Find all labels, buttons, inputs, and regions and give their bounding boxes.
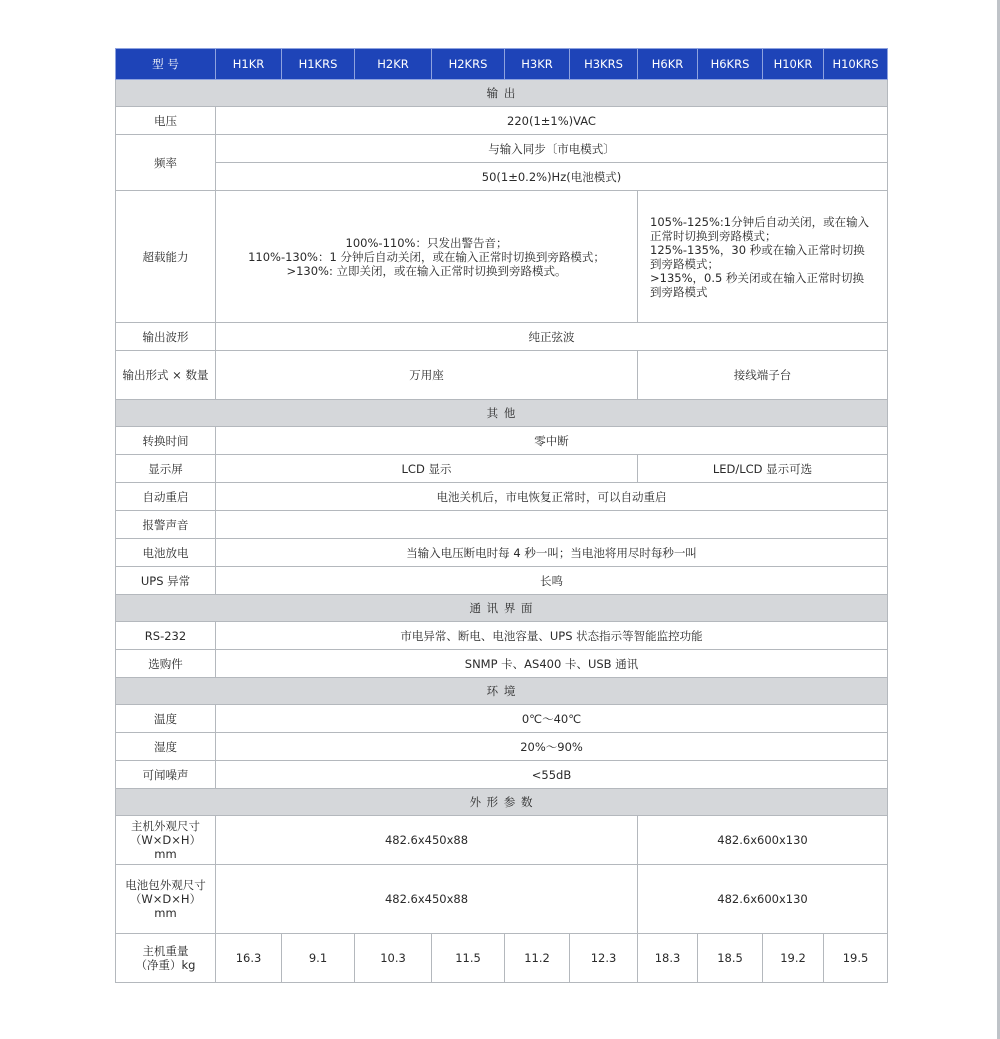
pack-size-label-2: （W×D×H）mm [129, 892, 202, 920]
weight-label-1: 主机重量 [142, 944, 189, 958]
weight-label-2: （净重）kg [135, 958, 196, 972]
noise-label: 可闻噪声 [116, 761, 216, 789]
pack-size-label [116, 865, 216, 934]
section-other [116, 400, 888, 427]
model-h6krs: H6KRS [698, 49, 763, 80]
display-label: 显示屏 [116, 455, 216, 483]
model-h1kr: H1KR [216, 49, 282, 80]
weight-h1kr: 16.3 [216, 934, 282, 983]
transfer-value: 零中断 [216, 427, 888, 455]
section-comm-title: 通 讯 界 面 [116, 595, 888, 622]
options-value: SNMP 卡、AS400 卡、USB 通讯 [216, 650, 888, 678]
restart-value: 电池关机后，市电恢复正常时，可以自动重启 [216, 483, 888, 511]
section-dims-title: 外 形 参 数 [116, 789, 888, 816]
section-output [116, 80, 888, 107]
overload-label: 超载能力 [116, 191, 216, 323]
humidity-value: 20%～90% [216, 733, 888, 761]
row-frequency-2 [116, 163, 888, 191]
pack-size-left: 482.6x450x88 [216, 865, 638, 934]
row-noise [116, 761, 888, 789]
section-dims [116, 789, 888, 816]
ups-label: UPS 异常 [116, 567, 216, 595]
rs232-label: RS-232 [116, 622, 216, 650]
model-h1krs: H1KRS [282, 49, 355, 80]
model-h10kr: H10KR [763, 49, 824, 80]
weight-h6kr: 18.3 [638, 934, 698, 983]
model-h10krs: H10KRS [824, 49, 888, 80]
row-temp [116, 705, 888, 733]
row-rs232 [116, 622, 888, 650]
row-pack-size [116, 865, 888, 934]
display-right: LED/LCD 显示可选 [638, 455, 888, 483]
section-env [116, 678, 888, 705]
overload-right-line4: 到旁路模式； [650, 256, 719, 271]
temp-label: 温度 [116, 705, 216, 733]
overload-right [638, 191, 888, 323]
host-size-label [116, 816, 216, 865]
voltage-label: 电压 [116, 107, 216, 135]
row-battery [116, 539, 888, 567]
row-ups [116, 567, 888, 595]
output-form-left: 万用座 [216, 351, 638, 400]
output-form-label: 输出形式 × 数量 [116, 351, 216, 400]
row-display [116, 455, 888, 483]
host-size-left: 482.6x450x88 [216, 816, 638, 865]
alarm-value [216, 511, 888, 539]
overload-right-line2: 正常时切换到旁路模式； [650, 228, 777, 243]
frequency-label: 频率 [116, 135, 216, 191]
overload-left-line3: >130%: 立即关闭，或在输入正常时切换到旁路模式。 [286, 263, 567, 278]
row-options [116, 650, 888, 678]
section-other-title: 其 他 [116, 400, 888, 427]
noise-value: <55dB [216, 761, 888, 789]
model-h2kr: H2KR [355, 49, 432, 80]
row-frequency-1 [116, 135, 888, 163]
overload-left [216, 191, 638, 323]
rs232-value: 市电异常、断电、电池容量、UPS 状态指示等智能监控功能 [216, 622, 888, 650]
humidity-label: 湿度 [116, 733, 216, 761]
restart-label: 自动重启 [116, 483, 216, 511]
battery-label: 电池放电 [116, 539, 216, 567]
host-size-label-2: （W×D×H）mm [129, 833, 202, 861]
row-output-form [116, 351, 888, 400]
waveform-value: 纯正弦波 [216, 323, 888, 351]
overload-right-line1: 105%-125%:1分钟后自动关闭，或在输入 [650, 214, 870, 229]
model-header-row [116, 49, 888, 80]
ups-value: 长鸣 [216, 567, 888, 595]
row-overload [116, 191, 888, 323]
host-size-right: 482.6x600x130 [638, 816, 888, 865]
waveform-label: 输出波形 [116, 323, 216, 351]
weight-h3krs: 12.3 [570, 934, 638, 983]
section-comm [116, 595, 888, 622]
overload-right-line5: >135%，0.5 秒关闭或在输入正常时切换 [650, 270, 864, 285]
options-label: 选购件 [116, 650, 216, 678]
output-form-right: 接线端子台 [638, 351, 888, 400]
weight-h2kr: 10.3 [355, 934, 432, 983]
overload-right-line6: 到旁路模式 [650, 284, 708, 299]
spec-table [115, 48, 888, 983]
section-output-title: 输 出 [116, 80, 888, 107]
frequency-line2: 50(1±0.2%)Hz(电池模式) [216, 163, 888, 191]
row-transfer [116, 427, 888, 455]
host-size-label-1: 主机外观尺寸 [131, 819, 200, 833]
temp-value: 0℃～40℃ [216, 705, 888, 733]
alarm-label: 报警声音 [116, 511, 216, 539]
model-h2krs: H2KRS [432, 49, 505, 80]
weight-h1krs: 9.1 [282, 934, 355, 983]
display-left: LCD 显示 [216, 455, 638, 483]
overload-right-line3: 125%-135%，30 秒或在输入正常时切换 [650, 242, 865, 257]
row-alarm [116, 511, 888, 539]
model-header-label: 型 号 [116, 49, 216, 80]
row-humidity [116, 733, 888, 761]
weight-h6krs: 18.5 [698, 934, 763, 983]
battery-value: 当输入电压断电时每 4 秒一叫；当电池将用尽时每秒一叫 [216, 539, 888, 567]
row-voltage [116, 107, 888, 135]
pack-size-right: 482.6x600x130 [638, 865, 888, 934]
section-env-title: 环 境 [116, 678, 888, 705]
row-weight [116, 934, 888, 983]
transfer-label: 转换时间 [116, 427, 216, 455]
voltage-value: 220(1±1%)VAC [216, 107, 888, 135]
row-restart [116, 483, 888, 511]
weight-h2krs: 11.5 [432, 934, 505, 983]
weight-h10kr: 19.2 [763, 934, 824, 983]
frequency-line1: 与输入同步〔市电模式〕 [216, 135, 888, 163]
weight-label [116, 934, 216, 983]
overload-left-line2: 110%-130%：1 分钟后自动关闭，或在输入正常时切换到旁路模式； [248, 249, 605, 264]
model-h6kr: H6KR [638, 49, 698, 80]
model-h3kr: H3KR [505, 49, 570, 80]
model-h3krs: H3KRS [570, 49, 638, 80]
overload-left-line1: 100%-110%：只发出警告音； [345, 235, 508, 250]
pack-size-label-1: 电池包外观尺寸 [125, 878, 206, 892]
row-waveform [116, 323, 888, 351]
weight-h3kr: 11.2 [505, 934, 570, 983]
weight-h10krs: 19.5 [824, 934, 888, 983]
row-host-size [116, 816, 888, 865]
